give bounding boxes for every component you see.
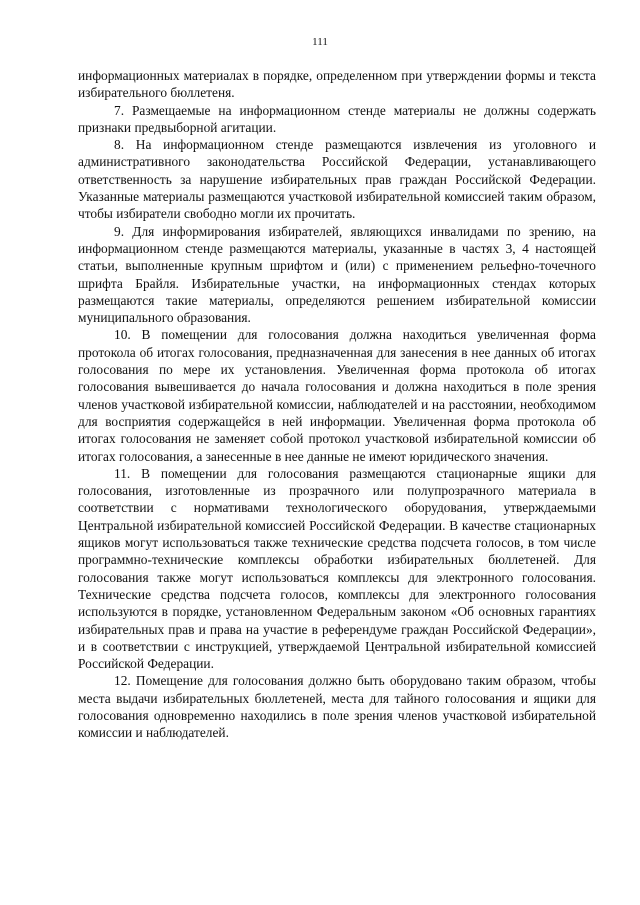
paragraph-continuation: информационных материалах в порядке, определенном при утверждении формы и текста избирательного бюллетеня. bbox=[78, 68, 596, 101]
paragraph-11: 11. В помещении для голосования размещаются стационарные ящики для голосования, изготовленные из прозрачного или полупрозрачного материала в соответствии с нормативами технологического оборудования, утверждаемыми Центральной избирательной комиссией Российской Федерации. В качестве стационарных ящиков могут использоваться также технические средства подсчета голосов, в том числе программно-технические комплексы обработки избирательных бюллетеней. Для голосования также могут использоваться комплексы для электронного голосования. Технические средства подсчета голосов, комплексы для электронного голосования используются в порядке, установленном Федеральным законом «Об основных гарантиях избирательных прав и права на участие в референдуме граждан Российской Федерации», и в соответствии с инструкцией, утверждаемой Центральной избирательной комиссией Российской Федерации. bbox=[78, 465, 596, 672]
paragraph-10: 10. В помещении для голосования должна находиться увеличенная форма протокола об итогах голосования, предназначенная для занесения в нее данных об итогах голосования по мере их установления. Увеличенная форма протокола об итогах голосования вывешивается до начала голосования и должна находиться в поле зрения членов участковой избирательной комиссии, наблюдателей и на расстоянии, необходимом для восприятия содержащейся в ней информации. Увеличенная форма протокола об итогах голосования не заменяет собой протокол участковой избирательной комиссии об итогах голосования, а занесенные в нее данные не имеют юридического значения. bbox=[78, 327, 596, 464]
document-body bbox=[78, 67, 596, 742]
paragraph-12: 12. Помещение для голосования должно быть оборудовано таким образом, чтобы места выдачи избирательных бюллетеней, места для тайного голосования и ящики для голосования одновременно находились в поле зрения членов участковой избирательной комиссии и наблюдателей. bbox=[78, 673, 596, 741]
paragraph-7: 7. Размещаемые на информационном стенде материалы не должны содержать признаки предвыборной агитации. bbox=[78, 102, 596, 135]
page-number: 111 bbox=[312, 36, 328, 48]
paragraph-9: 9. Для информирования избирателей, являющихся инвалидами по зрению, на информационном стенде размещаются материалы, указанные в частях 3, 4 настоящей статьи, выполненные крупным шрифтом и (или) с применением рельефно-точечного шрифта Брайля. Избирательные участки, на информационных стендах которых размещаются такие материалы, определяются решением избирательной комиссии муниципального образования. bbox=[78, 223, 596, 326]
paragraph-8: 8. На информационном стенде размещаются извлечения из уголовного и административного законодательства Российской Федерации, устанавливающего ответственность за нарушение избирательных прав граждан Российской Федерации. Указанные материалы размещаются участковой избирательной комиссией таким образом, чтобы избиратели свободно могли их прочитать. bbox=[78, 137, 596, 222]
